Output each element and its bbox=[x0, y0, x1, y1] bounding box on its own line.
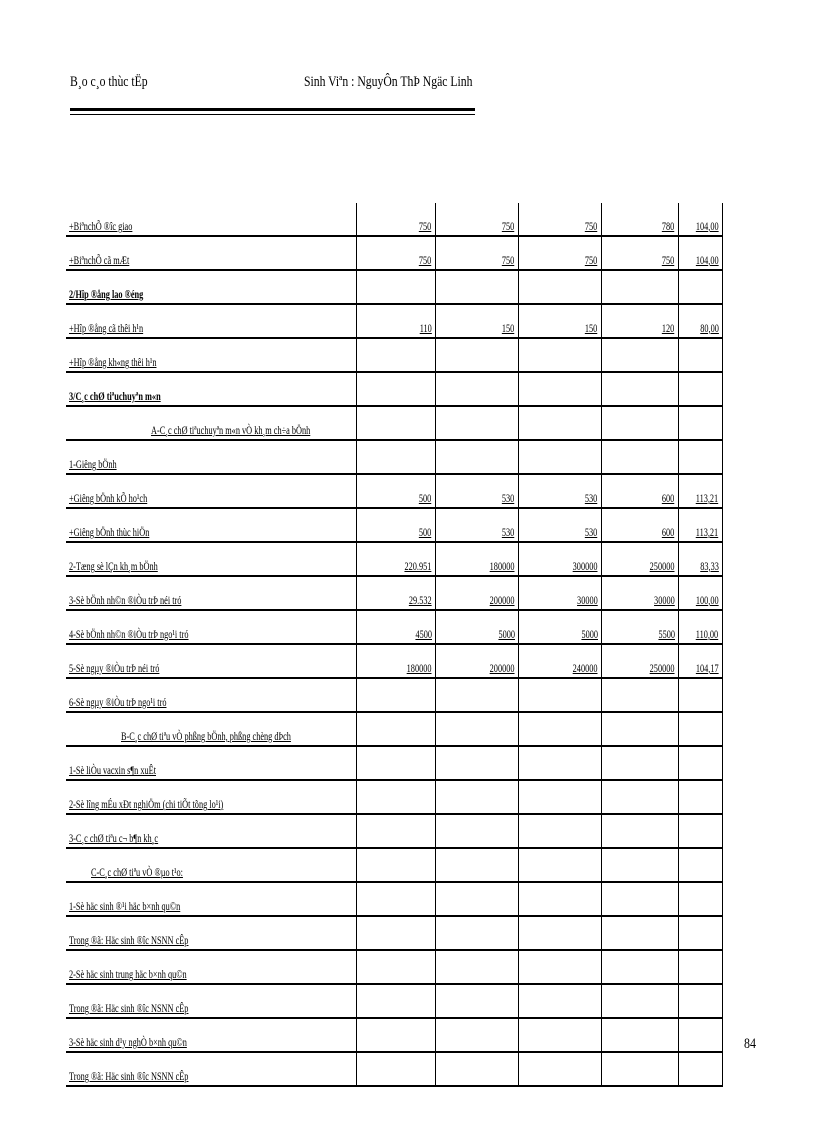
value-cell bbox=[435, 406, 518, 440]
table-row bbox=[66, 372, 722, 406]
value-cell bbox=[518, 916, 601, 950]
value-cell bbox=[356, 270, 435, 304]
value-cell bbox=[356, 236, 435, 270]
value-cell bbox=[678, 984, 722, 1018]
table-row bbox=[66, 746, 722, 780]
row-label-cell bbox=[66, 746, 356, 780]
header-rule-thin bbox=[70, 114, 475, 115]
table-row bbox=[66, 610, 722, 644]
row-label-cell bbox=[66, 508, 356, 542]
table-row bbox=[66, 474, 722, 508]
value-cell bbox=[678, 1052, 722, 1086]
row-label-cell bbox=[66, 610, 356, 644]
value-cell bbox=[601, 984, 678, 1018]
value-cell bbox=[518, 780, 601, 814]
row-label: C-C¸c chØ tiªu vÒ ®µo t¹o: bbox=[91, 867, 183, 879]
value-cell bbox=[435, 474, 518, 508]
value-cell bbox=[356, 882, 435, 916]
row-label: 3-Sè häc sinh d¹y nghÒ b×nh qu©n bbox=[69, 1037, 187, 1049]
value-cell bbox=[518, 678, 601, 712]
value-cell bbox=[435, 712, 518, 746]
value-cell bbox=[356, 848, 435, 882]
row-label-cell bbox=[66, 814, 356, 848]
value-cell bbox=[678, 916, 722, 950]
value-cell bbox=[678, 406, 722, 440]
value-cell bbox=[518, 440, 601, 474]
value-cell bbox=[435, 236, 518, 270]
value-cell bbox=[518, 372, 601, 406]
row-label-cell bbox=[66, 984, 356, 1018]
value-cell bbox=[678, 203, 722, 236]
value-cell bbox=[678, 236, 722, 270]
value-cell bbox=[518, 1052, 601, 1086]
cell-value: 250000 bbox=[649, 663, 675, 675]
student-name: Sinh Viªn : NguyÔn ThÞ Ngäc Linh bbox=[304, 74, 473, 90]
table-row bbox=[66, 203, 722, 236]
row-label-cell bbox=[66, 780, 356, 814]
row-label-cell bbox=[66, 644, 356, 678]
value-cell bbox=[678, 304, 722, 338]
cell-value: 5500 bbox=[657, 629, 675, 641]
value-cell bbox=[601, 882, 678, 916]
cell-value: 750 bbox=[419, 221, 432, 233]
value-cell bbox=[435, 338, 518, 372]
row-label-cell bbox=[66, 576, 356, 610]
value-cell bbox=[518, 712, 601, 746]
header-rule-thick bbox=[70, 108, 475, 111]
cell-value: 104,00 bbox=[695, 221, 719, 233]
cell-value: 500 bbox=[419, 527, 432, 539]
cell-value: 80,00 bbox=[699, 323, 719, 335]
row-label: 1-Giêng bÖnh bbox=[69, 459, 117, 471]
value-cell bbox=[518, 338, 601, 372]
value-cell bbox=[356, 644, 435, 678]
cell-value: 110 bbox=[419, 323, 432, 335]
row-label: 3-C¸c chØ tiªu c¬ b¶n kh¸c bbox=[69, 833, 159, 845]
value-cell bbox=[435, 814, 518, 848]
value-cell bbox=[356, 610, 435, 644]
value-cell bbox=[601, 916, 678, 950]
value-cell bbox=[356, 916, 435, 950]
table-row bbox=[66, 508, 722, 542]
value-cell bbox=[356, 1052, 435, 1086]
report-title: B¸o c¸o thùc tËp bbox=[70, 74, 148, 90]
value-cell bbox=[678, 270, 722, 304]
row-label: 6-Sè ngµy ®iÒu trÞ ngo¹i tró bbox=[69, 697, 167, 709]
value-cell bbox=[435, 678, 518, 712]
table-row bbox=[66, 1018, 722, 1052]
value-cell bbox=[356, 678, 435, 712]
row-label-cell bbox=[66, 372, 356, 406]
value-cell bbox=[356, 780, 435, 814]
cell-value: 5000 bbox=[497, 629, 515, 641]
table-row bbox=[66, 542, 722, 576]
row-label-cell bbox=[66, 338, 356, 372]
value-cell bbox=[435, 780, 518, 814]
row-label-cell bbox=[66, 848, 356, 882]
value-cell bbox=[356, 542, 435, 576]
cell-value: 750 bbox=[585, 255, 598, 267]
cell-value: 750 bbox=[419, 255, 432, 267]
value-cell bbox=[435, 542, 518, 576]
cell-value: 30000 bbox=[576, 595, 598, 607]
row-label: 1-Sè häc sinh ®¹i häc b×nh qu©n bbox=[69, 901, 181, 913]
value-cell bbox=[601, 1052, 678, 1086]
row-label: 5-Sè ngµy ®iÒu trÞ néi tró bbox=[69, 663, 160, 675]
cell-value: 150 bbox=[502, 323, 515, 335]
cell-value: 250000 bbox=[649, 561, 675, 573]
value-cell bbox=[601, 950, 678, 984]
statistics-table bbox=[66, 203, 722, 1087]
value-cell bbox=[678, 882, 722, 916]
value-cell bbox=[356, 372, 435, 406]
row-label-cell bbox=[66, 916, 356, 950]
cell-value: 220.951 bbox=[404, 561, 432, 573]
value-cell bbox=[601, 644, 678, 678]
table-row bbox=[66, 1052, 722, 1086]
row-label-cell bbox=[66, 440, 356, 474]
cell-value: 180000 bbox=[489, 561, 515, 573]
value-cell bbox=[435, 270, 518, 304]
row-label: 2-Tæng sè lÇn kh¸m bÖnh bbox=[69, 561, 158, 573]
cell-value: 750 bbox=[502, 221, 515, 233]
value-cell bbox=[601, 712, 678, 746]
table-row bbox=[66, 814, 722, 848]
value-cell bbox=[518, 644, 601, 678]
value-cell bbox=[356, 406, 435, 440]
value-cell bbox=[601, 576, 678, 610]
value-cell bbox=[518, 236, 601, 270]
row-label-cell bbox=[66, 950, 356, 984]
value-cell bbox=[356, 474, 435, 508]
value-cell bbox=[518, 984, 601, 1018]
value-cell bbox=[518, 610, 601, 644]
cell-value: 120 bbox=[662, 323, 675, 335]
cell-value: 530 bbox=[585, 527, 598, 539]
row-label-cell bbox=[66, 304, 356, 338]
table-row bbox=[66, 644, 722, 678]
value-cell bbox=[435, 508, 518, 542]
value-cell bbox=[435, 916, 518, 950]
cell-value: 600 bbox=[662, 527, 675, 539]
value-cell bbox=[435, 372, 518, 406]
row-label: +BiªnchÕ cã mÆt bbox=[69, 255, 130, 267]
table-row bbox=[66, 712, 722, 746]
cell-value: 530 bbox=[502, 527, 515, 539]
value-cell bbox=[678, 678, 722, 712]
table-row bbox=[66, 780, 722, 814]
cell-value: 104,17 bbox=[695, 663, 719, 675]
row-label: 4-Sè bÖnh nh©n ®iÒu trÞ ngo¹i tró bbox=[69, 629, 189, 641]
value-cell bbox=[518, 406, 601, 440]
value-cell bbox=[518, 950, 601, 984]
value-cell bbox=[356, 1018, 435, 1052]
cell-value: 780 bbox=[662, 221, 675, 233]
row-label: +Giêng bÖnh kÕ ho¹ch bbox=[69, 493, 148, 505]
value-cell bbox=[435, 644, 518, 678]
row-label: 2/Hîp ®ång lao ®éng bbox=[69, 289, 144, 301]
value-cell bbox=[356, 440, 435, 474]
table-row bbox=[66, 882, 722, 916]
value-cell bbox=[518, 474, 601, 508]
value-cell bbox=[435, 984, 518, 1018]
cell-value: 180000 bbox=[406, 663, 432, 675]
value-cell bbox=[678, 440, 722, 474]
value-cell bbox=[601, 203, 678, 236]
row-label-cell bbox=[66, 1018, 356, 1052]
row-label: 3-Sè bÖnh nh©n ®iÒu trÞ néi tró bbox=[69, 595, 182, 607]
row-label: 2-Sè häc sinh trung häc b×nh qu©n bbox=[69, 969, 187, 981]
table-row bbox=[66, 678, 722, 712]
cell-value: 750 bbox=[662, 255, 675, 267]
row-label: +Giêng bÖnh thùc hiÖn bbox=[69, 527, 150, 539]
value-cell bbox=[518, 270, 601, 304]
value-cell bbox=[356, 338, 435, 372]
table-row bbox=[66, 950, 722, 984]
table-row bbox=[66, 440, 722, 474]
cell-value: 5000 bbox=[580, 629, 598, 641]
row-label: 2-Sè lîng mÉu xÐt nghiÖm (chi tiÕt tõng lo¹i) bbox=[69, 799, 224, 811]
table-row bbox=[66, 916, 722, 950]
row-label: +BiªnchÕ ®îc giao bbox=[69, 221, 133, 233]
value-cell bbox=[678, 746, 722, 780]
value-cell bbox=[678, 338, 722, 372]
value-cell bbox=[435, 882, 518, 916]
value-cell bbox=[435, 610, 518, 644]
row-label: Trong ®ã: Häc sinh ®îc NSNN cÊp bbox=[69, 1003, 189, 1015]
row-label-cell bbox=[66, 678, 356, 712]
table-row bbox=[66, 848, 722, 882]
value-cell bbox=[435, 1052, 518, 1086]
value-cell bbox=[678, 644, 722, 678]
cell-value: 29.532 bbox=[408, 595, 432, 607]
value-cell bbox=[678, 780, 722, 814]
value-cell bbox=[678, 508, 722, 542]
row-label: +Hîp ®ång kh«ng thêi h¹n bbox=[69, 357, 157, 369]
row-label-cell bbox=[66, 474, 356, 508]
cell-value: 530 bbox=[502, 493, 515, 505]
row-label-cell bbox=[66, 203, 356, 236]
cell-value: 300000 bbox=[572, 561, 598, 573]
cell-value: 200000 bbox=[489, 595, 515, 607]
value-cell bbox=[601, 780, 678, 814]
value-cell bbox=[678, 542, 722, 576]
value-cell bbox=[678, 610, 722, 644]
value-cell bbox=[518, 882, 601, 916]
value-cell bbox=[601, 304, 678, 338]
row-label-cell bbox=[66, 236, 356, 270]
table-row bbox=[66, 270, 722, 304]
row-label: 1-Sè liÒu vacxin s¶n xuÊt bbox=[69, 765, 157, 777]
row-label: 3/C¸c chØ tiªuchuyªn m«n bbox=[69, 391, 161, 403]
value-cell bbox=[601, 270, 678, 304]
cell-value: 104,00 bbox=[695, 255, 719, 267]
value-cell bbox=[356, 984, 435, 1018]
cell-value: 113,21 bbox=[696, 493, 719, 505]
value-cell bbox=[601, 610, 678, 644]
table-row bbox=[66, 576, 722, 610]
value-cell bbox=[678, 712, 722, 746]
cell-value: 240000 bbox=[572, 663, 598, 675]
table-row bbox=[66, 406, 722, 440]
table-row bbox=[66, 236, 722, 270]
cell-value: 150 bbox=[585, 323, 598, 335]
value-cell bbox=[601, 814, 678, 848]
value-cell bbox=[518, 814, 601, 848]
value-cell bbox=[601, 406, 678, 440]
value-cell bbox=[678, 1018, 722, 1052]
value-cell bbox=[435, 576, 518, 610]
value-cell bbox=[356, 203, 435, 236]
cell-value: 750 bbox=[502, 255, 515, 267]
cell-value: 530 bbox=[585, 493, 598, 505]
value-cell bbox=[435, 440, 518, 474]
row-label-cell bbox=[66, 542, 356, 576]
value-cell bbox=[678, 848, 722, 882]
value-cell bbox=[435, 950, 518, 984]
value-cell bbox=[435, 304, 518, 338]
value-cell bbox=[601, 1018, 678, 1052]
cell-value: 30000 bbox=[653, 595, 675, 607]
value-cell bbox=[356, 746, 435, 780]
value-cell bbox=[518, 746, 601, 780]
value-cell bbox=[518, 304, 601, 338]
value-cell bbox=[518, 203, 601, 236]
value-cell bbox=[678, 950, 722, 984]
value-cell bbox=[601, 338, 678, 372]
cell-value: 110,00 bbox=[696, 629, 719, 641]
row-label: Trong ®ã: Häc sinh ®îc NSNN cÊp bbox=[69, 1071, 189, 1083]
value-cell bbox=[356, 508, 435, 542]
value-cell bbox=[356, 712, 435, 746]
value-cell bbox=[356, 814, 435, 848]
cell-value: 113,21 bbox=[696, 527, 719, 539]
cell-value: 600 bbox=[662, 493, 675, 505]
value-cell bbox=[518, 848, 601, 882]
value-cell bbox=[601, 372, 678, 406]
cell-value: 750 bbox=[585, 221, 598, 233]
value-cell bbox=[356, 950, 435, 984]
value-cell bbox=[518, 1018, 601, 1052]
cell-value: 200000 bbox=[489, 663, 515, 675]
value-cell bbox=[435, 848, 518, 882]
page-number: 84 bbox=[744, 1036, 756, 1052]
value-cell bbox=[601, 848, 678, 882]
value-cell bbox=[678, 474, 722, 508]
cell-value: 500 bbox=[419, 493, 432, 505]
table-row bbox=[66, 338, 722, 372]
cell-value: 4500 bbox=[414, 629, 432, 641]
row-label-cell bbox=[66, 270, 356, 304]
value-cell bbox=[435, 203, 518, 236]
row-label: B-C¸c chØ tiªu vÒ phßng bÖnh, phßng chèng dÞch bbox=[121, 731, 291, 743]
value-cell bbox=[601, 440, 678, 474]
value-cell bbox=[601, 678, 678, 712]
value-cell bbox=[435, 1018, 518, 1052]
value-cell bbox=[601, 746, 678, 780]
value-cell bbox=[435, 746, 518, 780]
table-row bbox=[66, 984, 722, 1018]
cell-value: 83,33 bbox=[699, 561, 719, 573]
value-cell bbox=[601, 236, 678, 270]
row-label: +Hîp ®ång cã thêi h¹n bbox=[69, 323, 144, 335]
value-cell bbox=[601, 542, 678, 576]
row-label-cell bbox=[66, 882, 356, 916]
value-cell bbox=[601, 508, 678, 542]
table-row bbox=[66, 304, 722, 338]
value-cell bbox=[356, 576, 435, 610]
row-label-cell bbox=[66, 1052, 356, 1086]
value-cell bbox=[518, 576, 601, 610]
value-cell bbox=[678, 576, 722, 610]
row-label-cell bbox=[66, 406, 356, 440]
value-cell bbox=[518, 542, 601, 576]
cell-value: 100,00 bbox=[695, 595, 719, 607]
row-label: A-C¸c chØ tiªuchuyªn m«n vÒ kh¸m ch÷a bÖnh bbox=[151, 425, 311, 437]
value-cell bbox=[518, 508, 601, 542]
value-cell bbox=[356, 304, 435, 338]
value-cell bbox=[678, 372, 722, 406]
row-label-cell bbox=[66, 712, 356, 746]
row-label: Trong ®ã: Häc sinh ®îc NSNN cÊp bbox=[69, 935, 189, 947]
value-cell bbox=[601, 474, 678, 508]
value-cell bbox=[678, 814, 722, 848]
